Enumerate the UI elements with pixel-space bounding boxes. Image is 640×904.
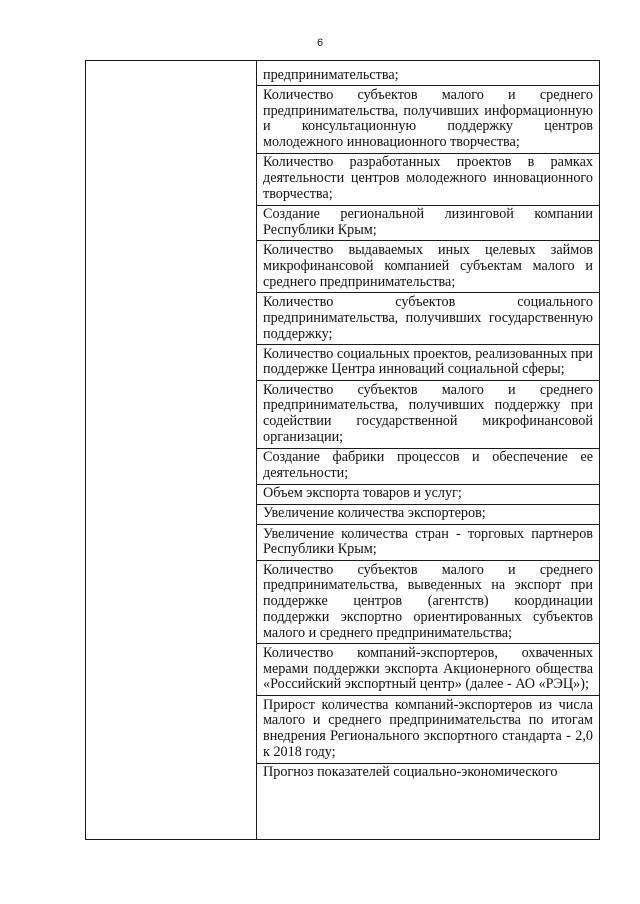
- indicator-item: предпринимательства;: [257, 66, 599, 86]
- indicator-item: Количество субъектов малого и среднего предпринимательства, получивших информационную и консультационную поддержку центров молодежного инновационного творчества;: [257, 86, 599, 154]
- indicator-item: Количество социальных проектов, реализованных при поддержке Центра инноваций социальной сферы;: [257, 345, 599, 381]
- indicator-item: Количество субъектов малого и среднего предпринимательства, получивших поддержку при содействии государственной микрофинансовой организации;: [257, 381, 599, 449]
- indicator-item: Количество выдаваемых иных целевых займов микрофинансовой компанией субъектам малого и среднего предпринимательства;: [257, 241, 599, 293]
- indicator-item: Увеличение количества экспортеров;: [257, 505, 599, 525]
- indicator-item: Объем экспорта товаров и услуг;: [257, 485, 599, 505]
- indicator-item: Количество субъектов малого и среднего предпринимательства, выведенных на экспорт при поддержке центров (агентств) координации поддержки экспортно ориентированных субъектов малого и среднего предпринимательства;: [257, 561, 599, 644]
- page-number: 6: [316, 37, 324, 49]
- indicators-table: [85, 60, 600, 840]
- indicator-item: Увеличение количества стран - торговых партнеров Республики Крым;: [257, 525, 599, 561]
- indicator-item: Создание фабрики процессов и обеспечение ее деятельности;: [257, 449, 599, 485]
- indicator-item: Прирост количества компаний-экспортеров из числа малого и среднего предпринимательства по итогам внедрения Регионального экспортного стандарта - 2,0 к 2018 году;: [257, 696, 599, 764]
- indicator-item: Количество субъектов социального предпринимательства, получивших государственную поддержку;: [257, 293, 599, 345]
- indicator-item: Количество разработанных проектов в рамках деятельности центров молодежного инновационного творчества;: [257, 154, 599, 206]
- indicator-item: Прогноз показателей социально-экономического: [263, 764, 558, 781]
- indicator-list: [263, 66, 593, 783]
- indicator-item: Количество компаний-экспортеров, охваченных мерами поддержки экспорта Акционерного общества «Российский экспортный центр» (далее - АО «РЭЦ»);: [257, 644, 599, 696]
- left-column-cell: [86, 61, 257, 839]
- right-column-cell: [257, 61, 599, 839]
- indicator-item: Создание региональной лизинговой компании Республики Крым;: [257, 206, 599, 242]
